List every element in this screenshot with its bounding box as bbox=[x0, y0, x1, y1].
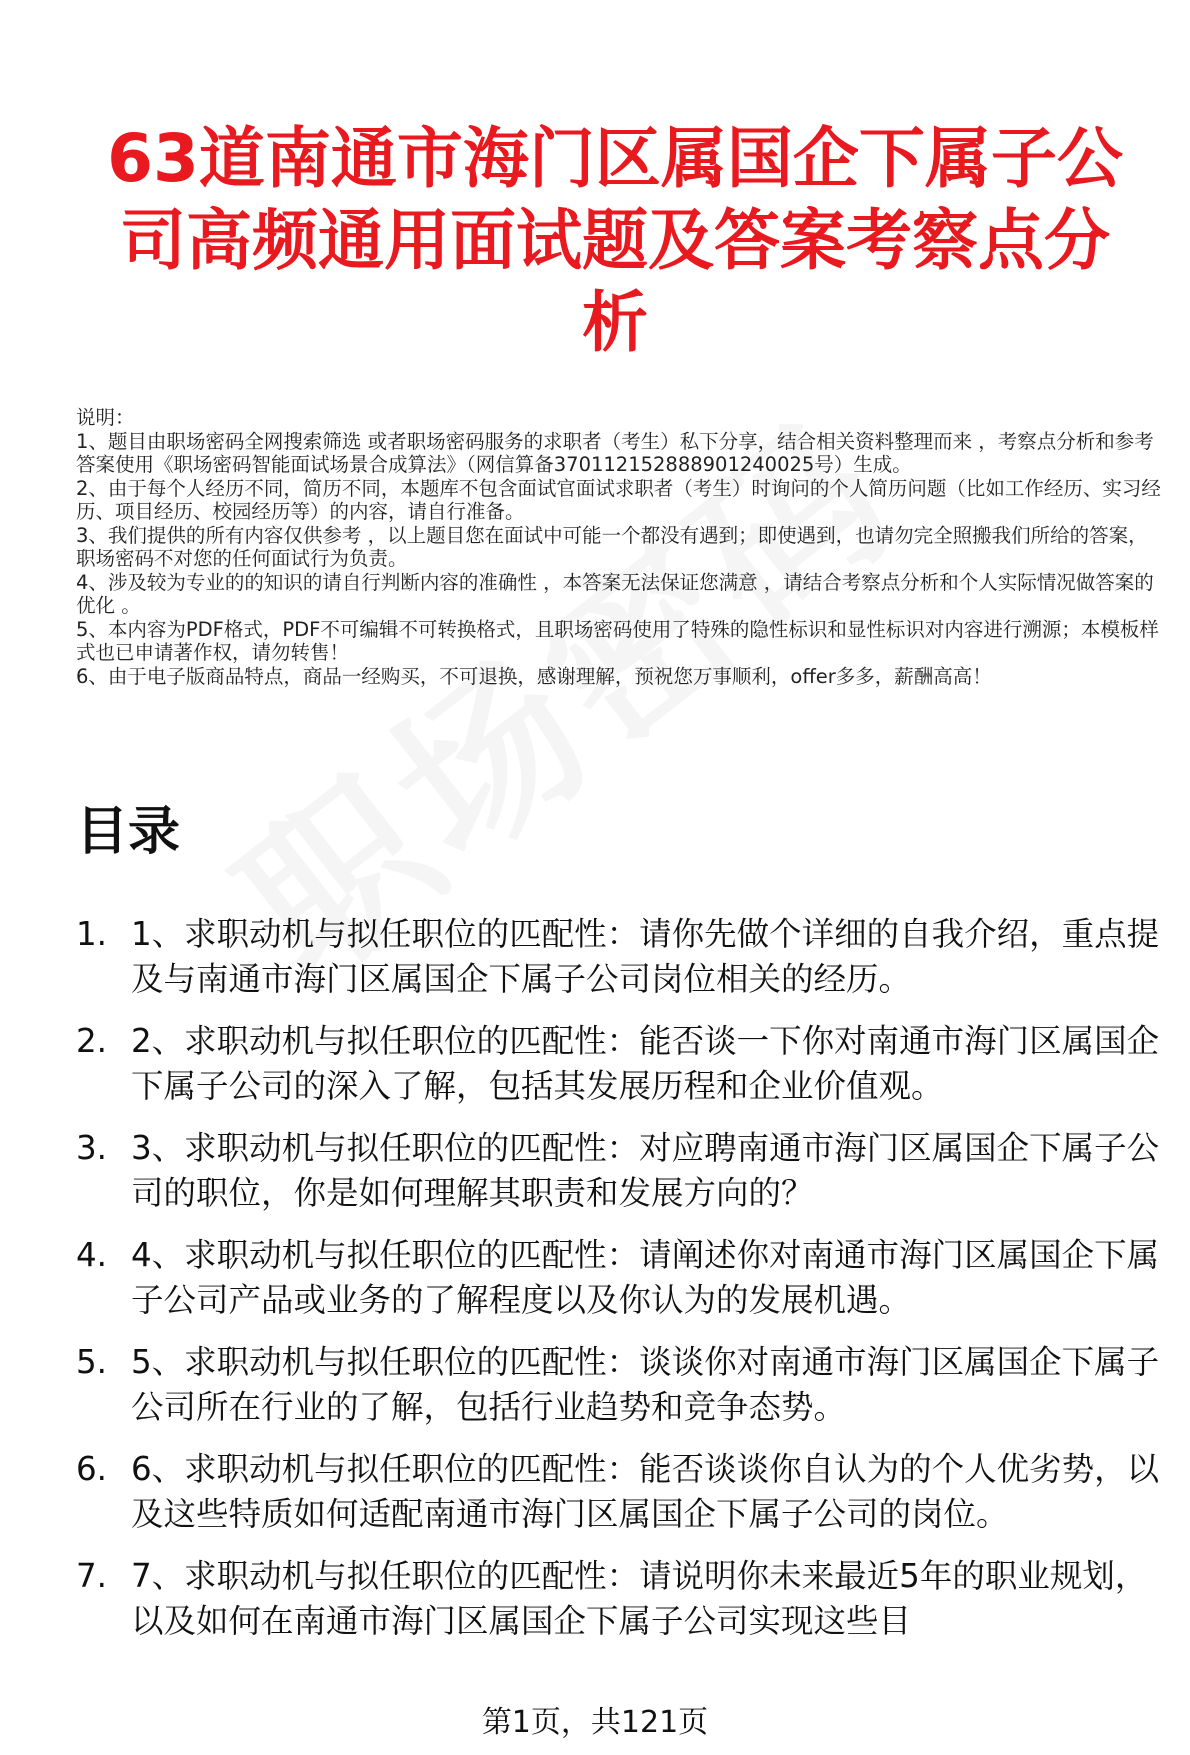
page-footer: 第1页，共121页 bbox=[481, 1705, 709, 1740]
toc-item-text[interactable]: 3、求职动机与拟任职位的匹配性：对应聘南通市海门区属国企下属子公司的职位，你是如何理解其职责和发展方向的？ bbox=[131, 1129, 1160, 1212]
document-title: 63道南通市海门区属国企下属子公司高频通用面试题及答案考察点分析 bbox=[107, 120, 1123, 361]
toc-item-number: 7. bbox=[76, 1557, 108, 1595]
toc-item-text[interactable]: 2、求职动机与拟任职位的匹配性：能否谈一下你对南通市海门区属国企下属子公司的深入了解，包括其发展历程和企业价值观。 bbox=[131, 1022, 1160, 1105]
toc-heading: 目录 bbox=[76, 802, 181, 862]
toc-item[interactable] bbox=[76, 1126, 1166, 1216]
toc-item-text[interactable]: 7、求职动机与拟任职位的匹配性：请说明你未来最近5年的职业规划，以及如何在南通市海门区属国企下属子公司实现这些目 bbox=[131, 1557, 1148, 1640]
toc-item[interactable] bbox=[76, 1019, 1166, 1109]
toc-item[interactable] bbox=[76, 912, 1166, 1002]
notes-heading: 说明： bbox=[76, 406, 135, 429]
note-item: 3、我们提供的所有内容仅供参考 ，以上题目您在面试中可能一个都没有遇到；即使遇到，也请勿完全照搬我们所给的答案，职场密码不对您的任何面试行为负责。 bbox=[76, 523, 1148, 570]
toc-item-number: 5. bbox=[76, 1343, 108, 1381]
toc-item-number: 1. bbox=[76, 915, 108, 953]
note-item: 6、由于电子版商品特点，商品一经购买，不可退换，感谢理解，预祝您万事顺利，offer多多，薪酬高高！ bbox=[76, 664, 992, 688]
toc-item[interactable] bbox=[76, 1554, 1166, 1644]
toc-item-number: 2. bbox=[76, 1022, 108, 1060]
toc-item[interactable] bbox=[76, 1447, 1166, 1537]
toc-item[interactable] bbox=[76, 1233, 1166, 1323]
toc-list bbox=[76, 912, 1166, 1661]
toc-item-text[interactable]: 1、求职动机与拟任职位的匹配性：请你先做个详细的自我介绍，重点提及与南通市海门区属国企下属子公司岗位相关的经历。 bbox=[131, 915, 1160, 998]
note-item: 2、由于每个人经历不同，简历不同，本题库不包含面试官面试求职者（考生）时询问的个人简历问题（比如工作经历、实习经历、项目经历、校园经历等）的内容，请自行准备。 bbox=[76, 476, 1161, 523]
toc-item-number: 6. bbox=[76, 1450, 108, 1488]
note-item: 1、题目由职场密码全网搜索筛选 或者职场密码服务的求职者（考生）私下分享，结合相关资料整理而来 ，考察点分析和参考答案使用《职场密码智能面试场景合成算法》（网信算备370112152888901240025号）生成。 bbox=[76, 429, 1154, 476]
toc-item-text[interactable]: 5、求职动机与拟任职位的匹配性：谈谈你对南通市海门区属国企下属子公司所在行业的了解，包括行业趋势和竞争态势。 bbox=[131, 1343, 1160, 1426]
toc-item-number: 4. bbox=[76, 1236, 108, 1274]
note-item: 5、本内容为PDF格式，PDF不可编辑不可转换格式，且职场密码使用了特殊的隐性标识和显性标识对内容进行溯源；本模板样式也已申请著作权，请勿转售！ bbox=[76, 617, 1159, 664]
notes-section bbox=[76, 406, 1166, 688]
toc-item-text[interactable]: 4、求职动机与拟任职位的匹配性：请阐述你对南通市海门区属国企下属子公司产品或业务的了解程度以及你认为的发展机遇。 bbox=[131, 1236, 1160, 1319]
toc-item-number: 3. bbox=[76, 1129, 108, 1167]
note-item: 4、涉及较为专业的的知识的请自行判断内容的准确性 ，本答案无法保证您满意 ，请结合考察点分析和个人实际情况做答案的优化 。 bbox=[76, 570, 1154, 617]
toc-item-text[interactable]: 6、求职动机与拟任职位的匹配性：能否谈谈你自认为的个人优劣势，以及这些特质如何适配南通市海门区属国企下属子公司的岗位。 bbox=[131, 1450, 1160, 1533]
toc-item[interactable] bbox=[76, 1340, 1166, 1430]
